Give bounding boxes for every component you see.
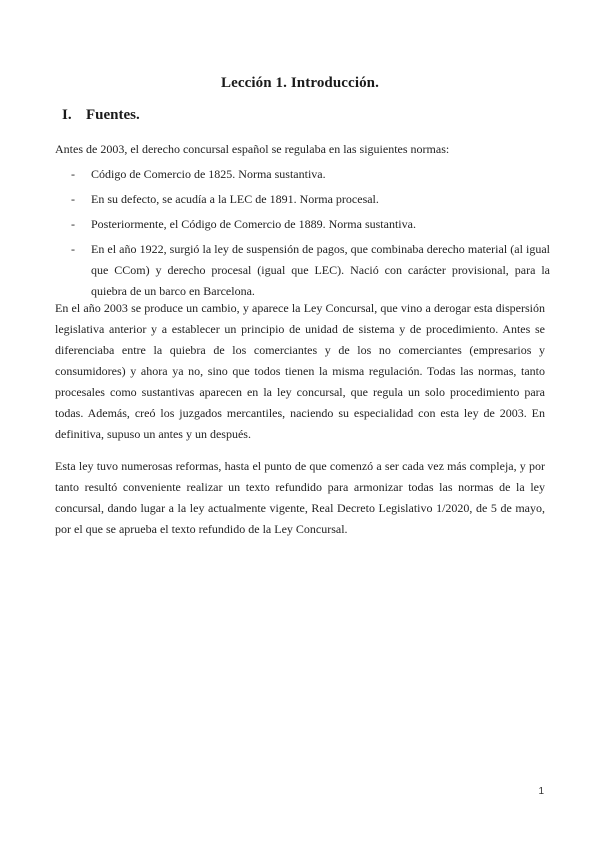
section-heading-text: Fuentes. — [86, 107, 140, 123]
list-item — [55, 214, 550, 235]
section-heading — [62, 107, 140, 124]
body-paragraph-1: En el año 2003 se produce un cambio, y aparece la Ley Concursal, que vino a derogar esta dispersión legislativa anterior y a establecer un principio de unidad de sistema y de procedimiento. Antes se diferenciaba entre la quiebra de los comerciantes y de los no comerciantes (empresarios y consumidores) y ahora ya no, sino que todos tienen la misma regulación. Todas las normas, tanto procesales como sustantivas aparecen en la ley concursal, que regula un solo procedimiento para todas. Además, creó los juzgados mercantiles, naciendo su especialidad con esta ley de 2003. En definitiva, supuso un antes y un después. — [55, 301, 545, 441]
list-item-text: En el año 1922, surgió la ley de suspensión de pagos, que combinaba derecho material (al igual que CCom) y derecho procesal (igual que LEC). Nació con carácter provisional, para la quiebra de un barco en Barcelona. — [91, 242, 550, 298]
sources-list — [55, 164, 550, 306]
list-dash: - — [71, 242, 75, 256]
section-number: I. — [62, 107, 72, 123]
list-dash: - — [71, 167, 75, 181]
list-item-text: En su defecto, se acudía a la LEC de 1891. Norma procesal. — [91, 192, 379, 206]
list-item — [55, 189, 550, 210]
document-title: Lección 1. Introducción. — [221, 75, 379, 91]
list-item-text: Código de Comercio de 1825. Norma sustantiva. — [91, 167, 326, 181]
list-dash: - — [71, 192, 75, 206]
page-number: 1 — [538, 786, 544, 797]
list-dash: - — [71, 217, 75, 231]
list-item — [55, 239, 550, 302]
list-item-text: Posteriormente, el Código de Comercio de 1889. Norma sustantiva. — [91, 217, 416, 231]
intro-paragraph: Antes de 2003, el derecho concursal español se regulaba en las siguientes normas: — [55, 142, 450, 156]
body-paragraph-2: Esta ley tuvo numerosas reformas, hasta el punto de que comenzó a ser cada vez más compleja, y por tanto resultó conveniente realizar un texto refundido para armonizar todas las normas de la ley concursal, dando lugar a la ley actualmente vigente, Real Decreto Legislativo 1/2020, de 5 de mayo, por el que se aprueba el texto refundido de la Ley Concursal. — [55, 459, 545, 536]
list-item — [55, 164, 550, 185]
